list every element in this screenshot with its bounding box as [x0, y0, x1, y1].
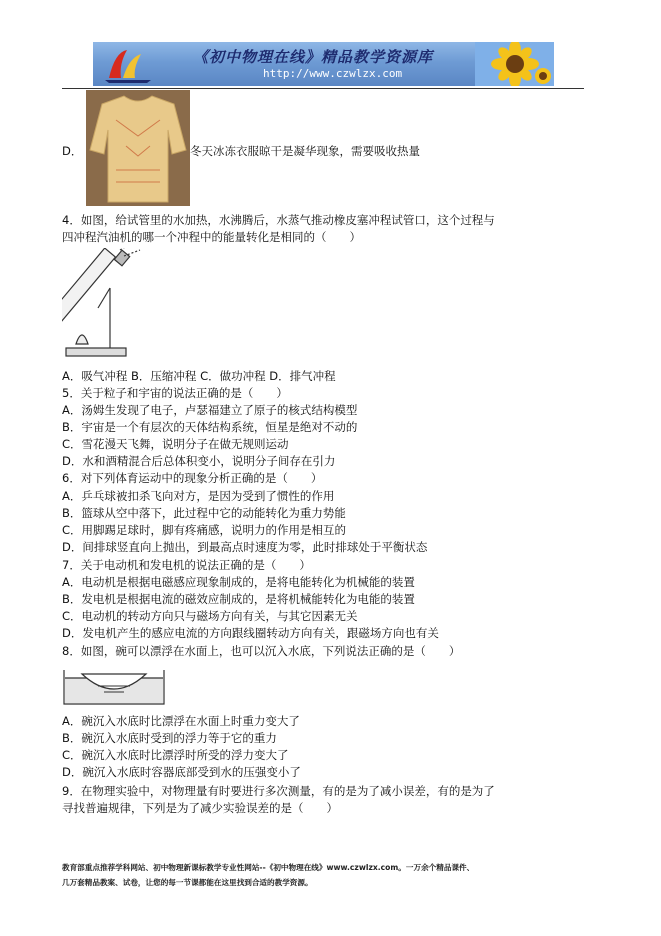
- header-divider: [62, 88, 584, 89]
- logo-icon: [101, 46, 157, 84]
- question-line: 8．如图，碗可以漂浮在水面上，也可以沉入水底，下列说法正确的是（ ）: [62, 644, 461, 658]
- header-banner: [93, 42, 554, 86]
- question-line: C．用脚踢足球时，脚有疼痛感，说明力的作用是相互的: [62, 523, 347, 537]
- question-line: 4．如图，给试管里的水加热，水沸腾后，水蒸气推动橡皮塞冲程试管口，这个过程与: [62, 213, 495, 227]
- footer-line-1: 教育部重点推荐学科网站、初中物理新课标教学专业性网站--《初中物理在线》www.czwlzx.com。一万余个精品课件、: [62, 863, 475, 872]
- question-line: D．碗沉入水底时容器底部受到水的压强变小了: [62, 765, 301, 779]
- question-line: 四冲程汽油机的哪一个冲程中的能量转化是相同的（ ）: [62, 230, 361, 244]
- question-line: 冬天冰冻衣服晾干是凝华现象，需要吸收热量: [190, 144, 420, 158]
- bowl-in-water-figure: [62, 664, 166, 708]
- question-line: 6．对下列体育运动中的现象分析正确的是（ ）: [62, 471, 323, 485]
- banner-url: http://www.czwlzx.com: [263, 67, 403, 80]
- question-line: D．发电机产生的感应电流的方向跟线圈转动方向有关，跟磁场方向也有关: [62, 626, 439, 640]
- question-line: A．碗沉入水底时比漂浮在水面上时重力变大了: [62, 714, 300, 728]
- question-line: B．篮球从空中落下，此过程中它的动能转化为重力势能: [62, 506, 346, 520]
- question-line: A．汤姆生发现了电子，卢瑟福建立了原子的核式结构模型: [62, 403, 358, 417]
- footer-line-2: 几万套精品教案、试卷，让您的每一节课都能在这里找到合适的教学资源。: [62, 878, 313, 887]
- question-line: C．电动机的转动方向只与磁场方向有关，与其它因素无关: [62, 609, 358, 623]
- question-line: 寻找普遍规律，下列是为了减少实验误差的是（ ）: [62, 801, 338, 815]
- question-line: B．碗沉入水底时受到的浮力等于它的重力: [62, 731, 277, 745]
- question-line: B．宇宙是一个有层次的天体结构系统，恒星是绝对不动的: [62, 420, 358, 434]
- frozen-sweater-image: [86, 90, 190, 206]
- question-line: C．碗沉入水底时比漂浮时所受的浮力变大了: [62, 748, 289, 762]
- question-line: A．吸气冲程 B．压缩冲程 C．做功冲程 D．排气冲程: [62, 369, 336, 383]
- question-line: 7．关于电动机和发电机的说法正确的是（ ）: [62, 558, 311, 572]
- question-line: C．雪花漫天飞舞，说明分子在做无规则运动: [62, 437, 289, 451]
- question-line: D．水和酒精混合后总体积变小，说明分子间存在引力: [62, 454, 336, 468]
- banner-title: 《初中物理在线》精品教学资源库: [193, 48, 434, 66]
- question-line: 5．关于粒子和宇宙的说法正确的是（ ）: [62, 386, 288, 400]
- question-line: A．乒乓球被扣杀飞向对方，是因为受到了惯性的作用: [62, 489, 335, 503]
- question-line: D．间排球竖直向上抛出，到最高点时速度为零，此时排球处于平衡状态: [62, 540, 428, 554]
- question-line: 9．在物理实验中，对物理量有时要进行多次测量，有的是为了减小误差，有的是为了: [62, 784, 495, 798]
- question-line: A．电动机是根据电磁感应现象制成的，是将电能转化为机械能的装置: [62, 575, 415, 589]
- question-line: D．: [62, 144, 83, 158]
- question-line: B．发电机是根据电流的磁效应制成的，是将机械能转化为电能的装置: [62, 592, 415, 606]
- sunflower-icon: [475, 42, 554, 86]
- test-tube-heating-figure: [62, 248, 144, 360]
